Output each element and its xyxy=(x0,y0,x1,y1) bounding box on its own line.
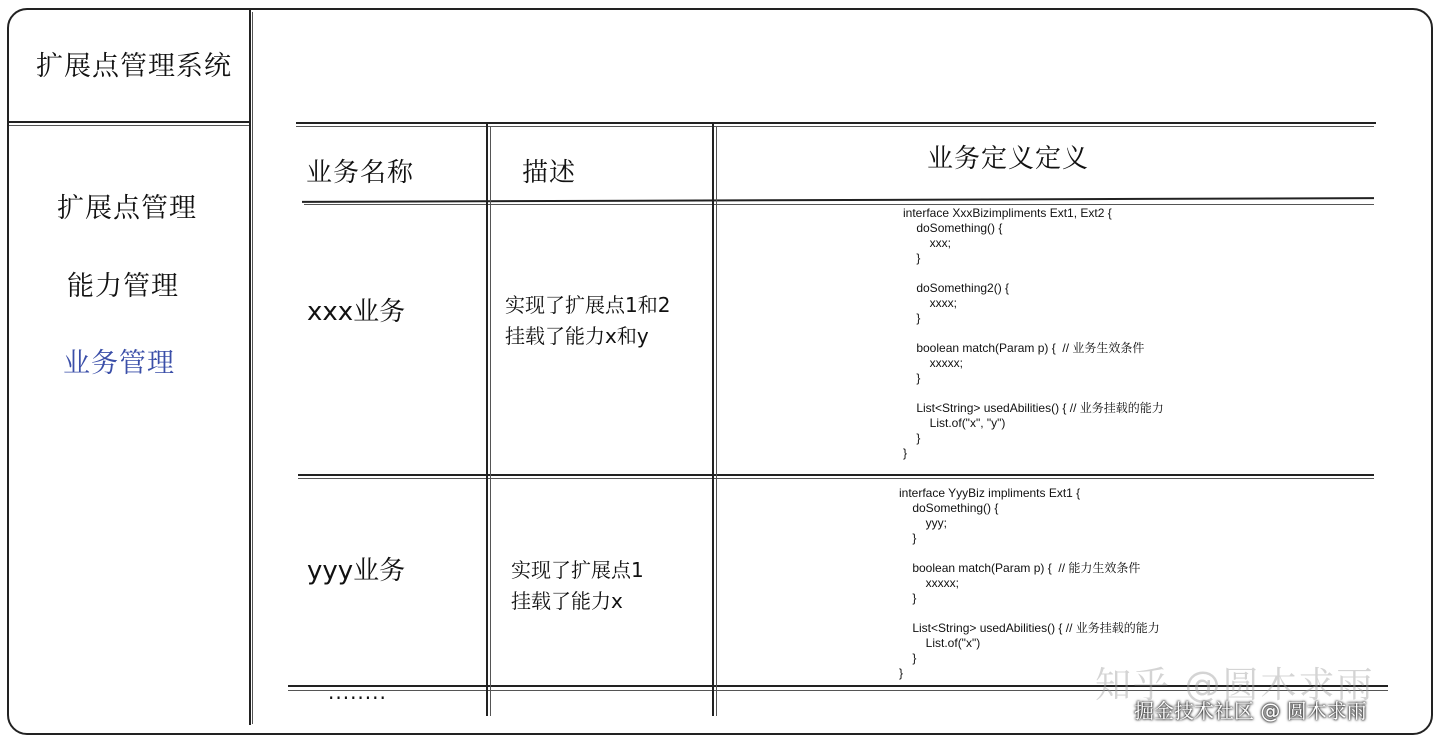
business-name-cell: xxx业务 xyxy=(307,297,406,327)
business-name-cell: yyy业务 xyxy=(307,556,406,586)
column-divider-2 xyxy=(712,124,714,716)
column-divider-2-shadow xyxy=(716,126,717,716)
table-row-divider-shadow xyxy=(298,478,1374,479)
column-divider-1 xyxy=(486,124,488,716)
business-description-cell: 实现了扩展点1 挂载了能力x xyxy=(511,558,644,613)
column-header-description: 描述 xyxy=(522,158,577,188)
sidebar-item-extension-points[interactable]: 扩展点管理 xyxy=(57,193,197,224)
business-description-cell: 实现了扩展点1和2 挂载了能力x和y xyxy=(505,293,671,348)
app-title: 扩展点管理系统 xyxy=(36,51,232,82)
sidebar-item-abilities[interactable]: 能力管理 xyxy=(67,271,179,302)
app-frame xyxy=(7,8,1433,735)
sidebar-divider-shadow xyxy=(252,12,253,724)
table-top-border xyxy=(296,122,1376,124)
column-header-name: 业务名称 xyxy=(306,158,415,188)
watermark-primary: 知乎 @圆木求雨 xyxy=(1095,665,1375,706)
table-row-divider xyxy=(298,474,1374,476)
business-definition-code: interface YyyBiz impliments Ext1 { doSomething() { yyy; } boolean match(Param p) { // 能力生效条件 xxxxx; } List<String> usedAbilities() { // 业务挂载的能力 List.of("x") } } xyxy=(899,486,1160,680)
sidebar-item-business[interactable]: 业务管理 xyxy=(63,348,175,379)
column-header-definition: 业务定义定义 xyxy=(927,144,1090,174)
sidebar-title-divider xyxy=(9,121,249,123)
sidebar-title-divider-shadow xyxy=(9,125,249,126)
sidebar-divider xyxy=(249,10,251,725)
column-divider-1-shadow xyxy=(490,126,491,716)
business-definition-code: interface XxxBizimpliments Ext1, Ext2 { doSomething() { xxx; } doSomething2() { xxxx; } boolean match(Param p) { // 业务生效条件 xxxxx; } List<String> usedAbilities() { // 业务挂载的能力 List.of("x", "y") } } xyxy=(903,206,1164,460)
more-rows-ellipsis: ........ xyxy=(328,680,387,704)
table-header-border-shadow xyxy=(304,204,1374,205)
table-top-border-shadow xyxy=(296,126,1374,127)
watermark-secondary: 掘金技术社区 @ 圆木求雨 xyxy=(1134,699,1367,723)
